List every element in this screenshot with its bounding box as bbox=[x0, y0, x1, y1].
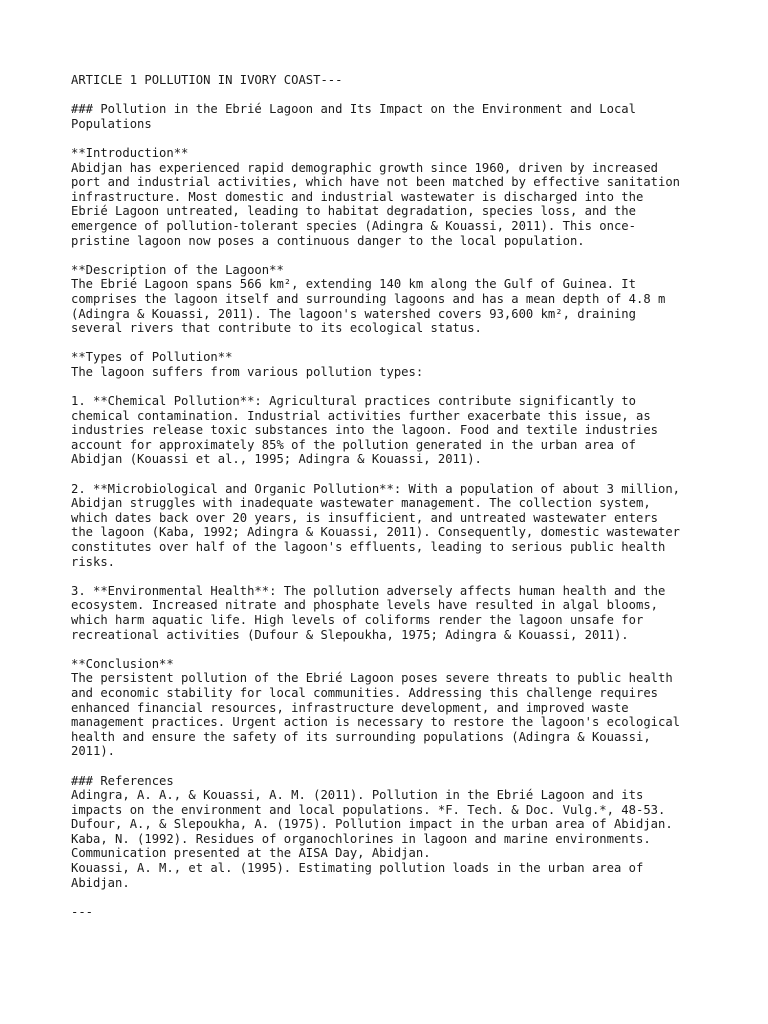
text-line: 3. **Environmental Health**: The pollution adversely affects human health and the bbox=[71, 583, 666, 598]
text-line: recreational activities (Dufour & Slepoukha, 1975; Adingra & Kouassi, 2011). bbox=[71, 627, 629, 642]
text-line: The Ebrié Lagoon spans 566 km², extending 140 km along the Gulf of Guinea. It bbox=[71, 277, 636, 292]
text-paragraph bbox=[71, 905, 731, 920]
text-line: Abidjan (Kouassi et al., 1995; Adingra & Kouassi, 2011). bbox=[71, 452, 482, 467]
text-paragraph bbox=[71, 146, 731, 248]
text-line: health and ensure the safety of its surrounding populations (Adingra & Kouassi, bbox=[71, 729, 651, 744]
text-line: --- bbox=[71, 904, 94, 919]
text-line: Kaba, N. (1992). Residues of organochlorines in lagoon and marine environments. bbox=[71, 831, 651, 846]
text-line: Abidjan has experienced rapid demographic growth since 1960, driven by increased bbox=[71, 160, 658, 175]
text-line: Populations bbox=[71, 116, 152, 131]
text-line: the lagoon (Kaba, 1992; Adingra & Kouassi, 2011). Consequently, domestic wastewater bbox=[71, 525, 681, 540]
text-line: Abidjan. bbox=[71, 875, 130, 890]
text-line: port and industrial activities, which have not been matched by effective sanitation bbox=[71, 175, 681, 190]
text-line: enhanced financial resources, infrastructure development, and improved waste bbox=[71, 700, 629, 715]
text-paragraph bbox=[71, 102, 731, 131]
text-line: **Description of the Lagoon** bbox=[71, 262, 284, 277]
text-line: Kouassi, A. M., et al. (1995). Estimating pollution loads in the urban area of bbox=[71, 861, 644, 876]
text-line: industries release toxic substances into the lagoon. Food and textile industries bbox=[71, 423, 658, 438]
text-line: management practices. Urgent action is necessary to restore the lagoon's ecological bbox=[71, 715, 681, 730]
text-line: account for approximately 85% of the pollution generated in the urban area of bbox=[71, 437, 636, 452]
text-line: The lagoon suffers from various pollution types: bbox=[71, 364, 424, 379]
text-paragraph bbox=[71, 263, 731, 336]
text-line: Adingra, A. A., & Kouassi, A. M. (2011). Pollution in the Ebrié Lagoon and its bbox=[71, 788, 644, 803]
text-line: constitutes over half of the lagoon's effluents, leading to serious public health bbox=[71, 540, 666, 554]
text-line: pristine lagoon now poses a continuous danger to the local population. bbox=[71, 233, 585, 248]
text-line: several rivers that contribute to its ecological status. bbox=[71, 321, 482, 336]
text-line: ecosystem. Increased nitrate and phosphate levels have resulted in algal blooms, bbox=[71, 598, 658, 613]
text-line: **Conclusion** bbox=[71, 656, 174, 671]
text-line: infrastructure. Most domestic and industrial wastewater is discharged into the bbox=[71, 189, 644, 204]
text-paragraph bbox=[71, 350, 731, 379]
text-line: ### Pollution in the Ebrié Lagoon and Its Impact on the Environment and Local bbox=[71, 102, 636, 117]
text-line: risks. bbox=[71, 554, 116, 569]
text-line: 2011). bbox=[71, 744, 116, 759]
text-line: **Introduction** bbox=[71, 145, 189, 160]
text-line: 1. **Chemical Pollution**: Agricultural practices contribute significantly to bbox=[71, 394, 636, 409]
text-line: (Adingra & Kouassi, 2011). The lagoon's watershed covers 93,600 km², draining bbox=[71, 306, 636, 321]
text-line: emergence of pollution-tolerant species (Adingra & Kouassi, 2011). This once- bbox=[71, 218, 636, 233]
text-line: chemical contamination. Industrial activities further exacerbate this issue, as bbox=[71, 408, 651, 423]
text-paragraph bbox=[71, 482, 731, 570]
text-line: and economic stability for local communities. Addressing this challenge requires bbox=[71, 685, 658, 700]
text-line: impacts on the environment and local populations. *F. Tech. & Doc. Vulg.*, 48-53. bbox=[71, 802, 666, 817]
text-line: Dufour, A., & Slepoukha, A. (1975). Pollution impact in the urban area of Abidjan. bbox=[71, 817, 673, 832]
text-paragraph bbox=[71, 657, 731, 759]
text-paragraph bbox=[71, 394, 731, 467]
text-line: which harm aquatic life. High levels of coliforms render the lagoon unsafe for bbox=[71, 612, 644, 627]
text-line: ARTICLE 1 POLLUTION IN IVORY COAST--- bbox=[71, 73, 343, 87]
text-paragraph bbox=[71, 774, 731, 891]
text-line: which dates back over 20 years, is insufficient, and untreated wastewater enters bbox=[71, 510, 658, 525]
text-line: comprises the lagoon itself and surrounding lagoons and has a mean depth of 4.8 m bbox=[71, 291, 666, 306]
text-line: Ebrié Lagoon untreated, leading to habitat degradation, species loss, and the bbox=[71, 204, 636, 219]
text-paragraph bbox=[71, 584, 731, 642]
text-line: 2. **Microbiological and Organic Pollution**: With a population of about 3 million, bbox=[71, 481, 681, 496]
text-line: **Types of Pollution** bbox=[71, 350, 233, 365]
document-page bbox=[71, 73, 731, 934]
text-line: Abidjan struggles with inadequate wastewater management. The collection system, bbox=[71, 496, 651, 511]
text-line: The persistent pollution of the Ebrié Lagoon poses severe threats to public health bbox=[71, 671, 673, 686]
text-paragraph bbox=[71, 73, 731, 88]
text-line: ### References bbox=[71, 773, 174, 788]
text-line: Communication presented at the AISA Day, Abidjan. bbox=[71, 846, 431, 861]
